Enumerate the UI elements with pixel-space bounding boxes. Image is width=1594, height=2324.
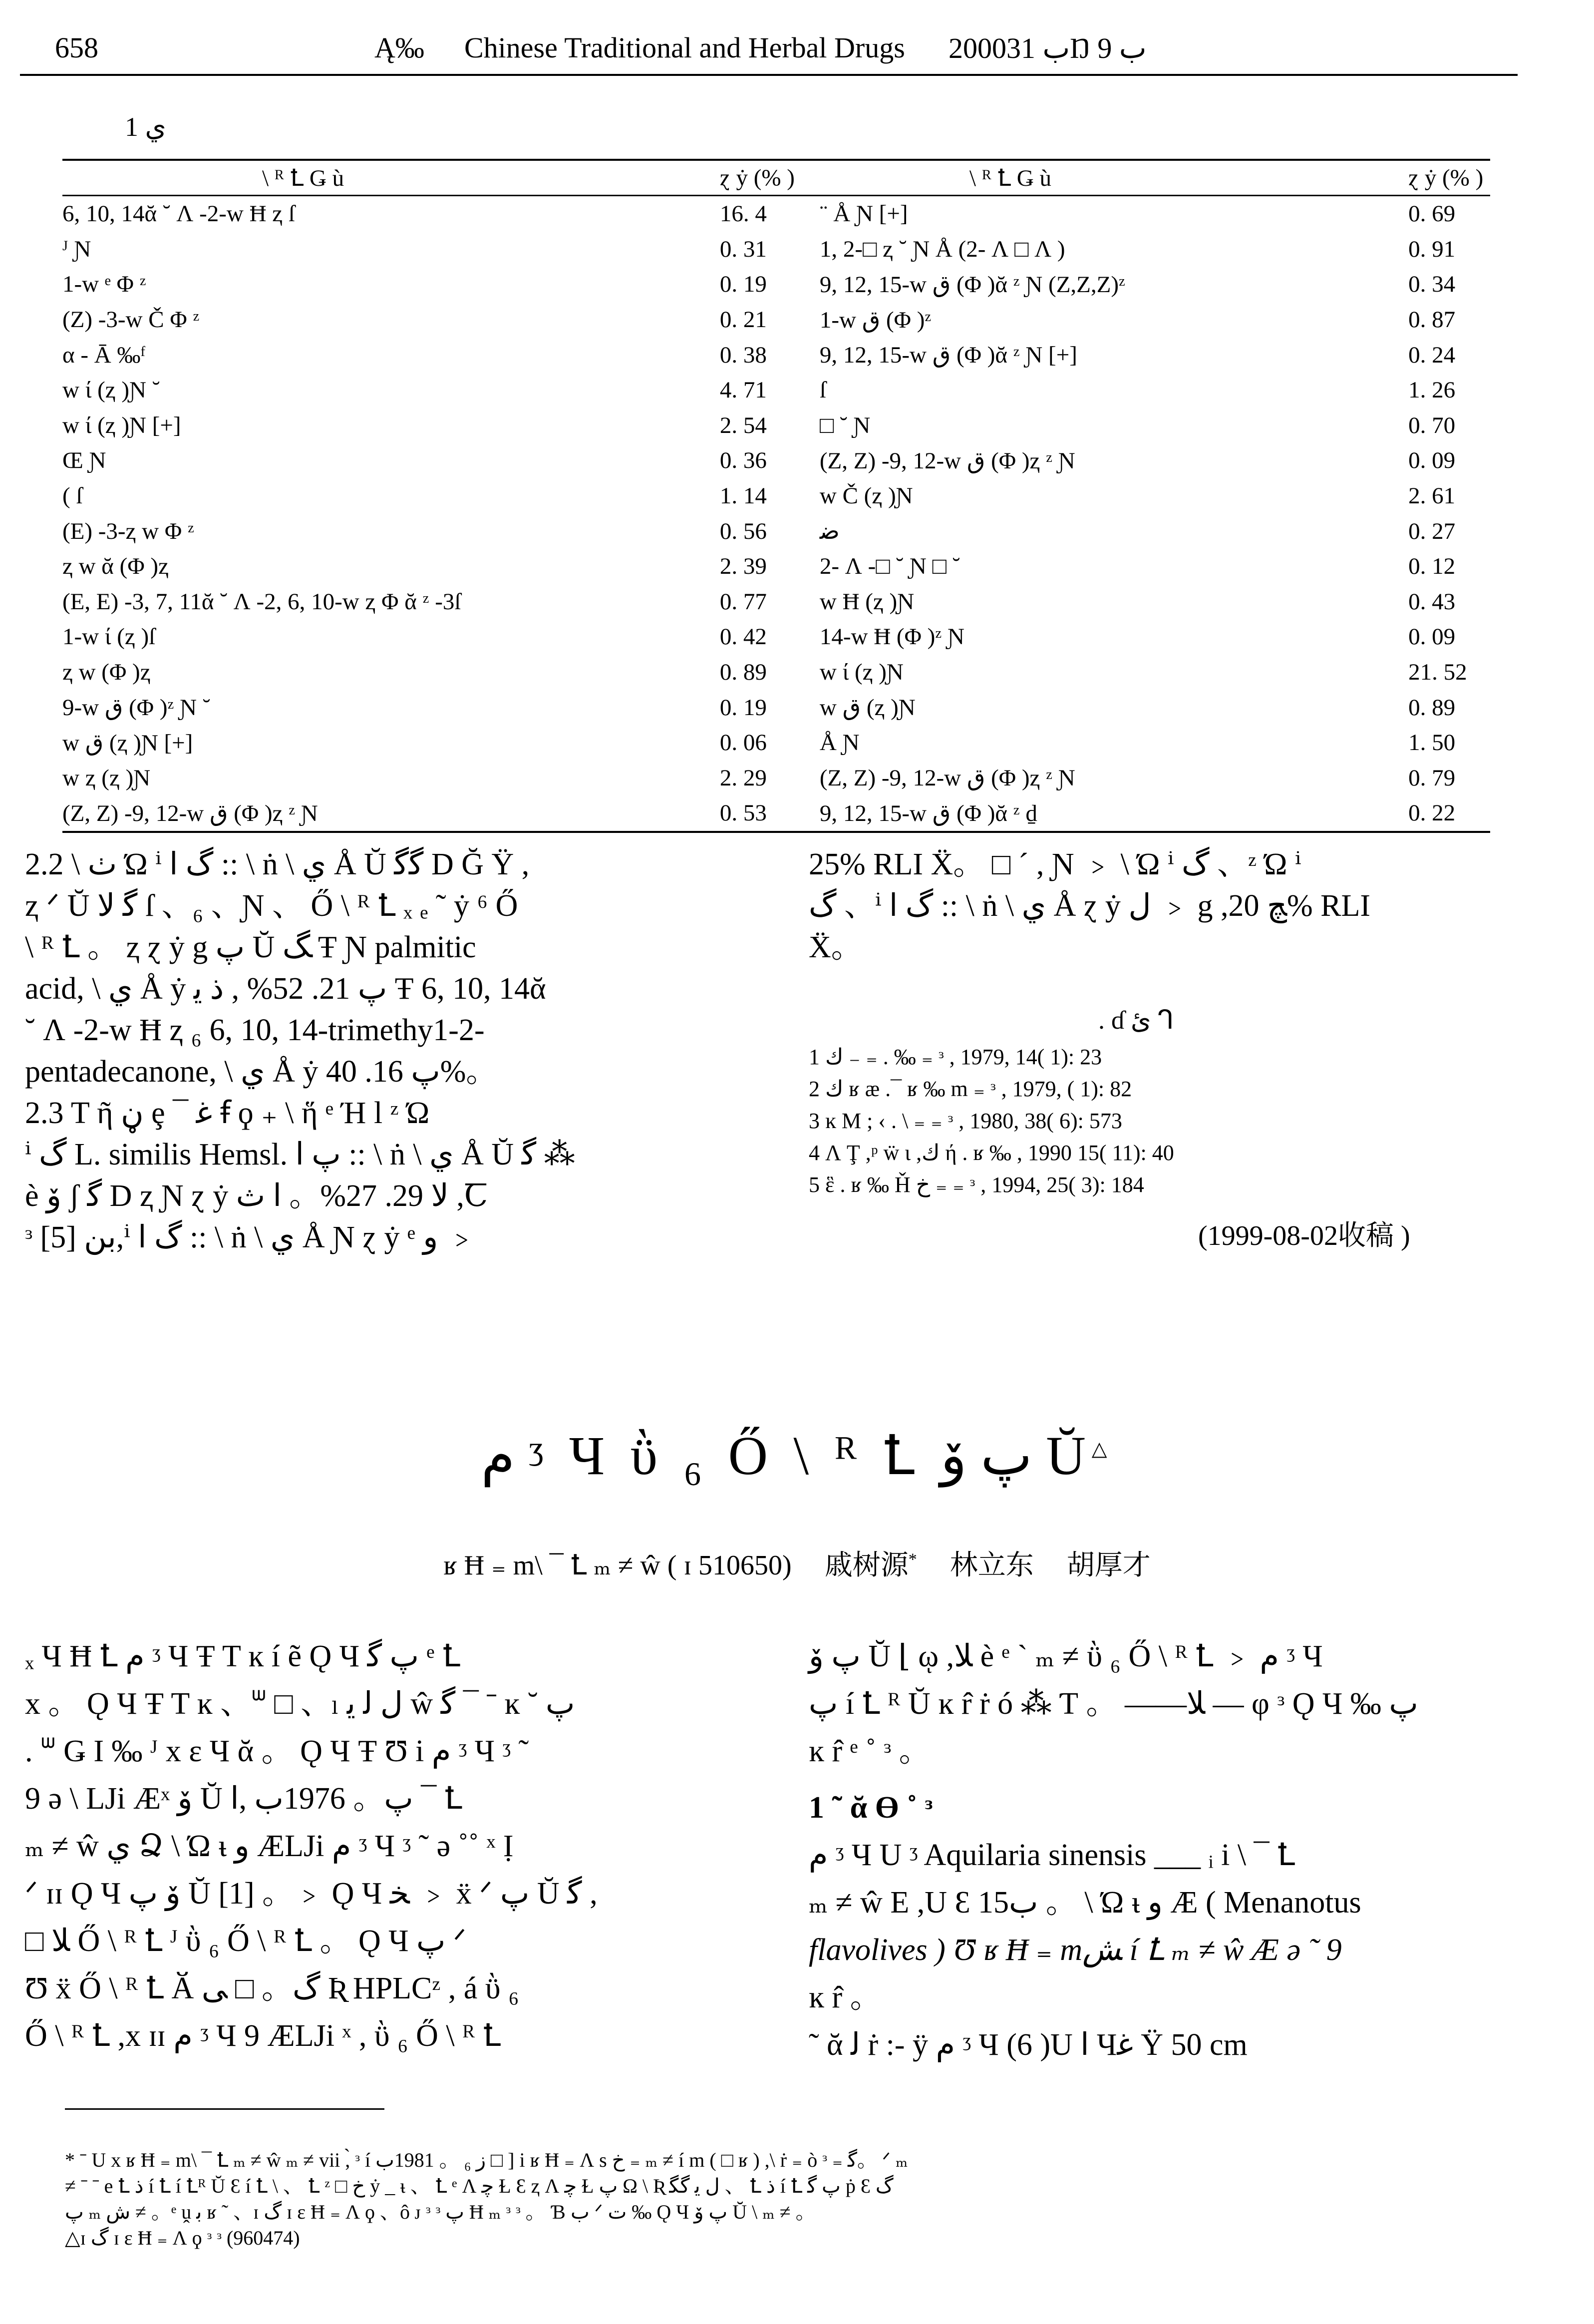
compound-cell: (E, E) -3, 7, 11ᾰ ˘ Ʌ -2, 6, 10-w ⱬ Φ ᾰ ᶻ -3ſ: [62, 588, 461, 615]
content-cell: 2. 39: [719, 553, 767, 580]
table-row: [62, 761, 1490, 796]
table-row: [62, 267, 1490, 302]
content-cell: 2. 54: [719, 412, 767, 438]
text-line: ĸ r̂ 。: [809, 1980, 881, 2014]
compound-cell: Å Ɲ: [819, 730, 860, 756]
compound-cell: w ί (ⱬ )Ɲ ˘: [62, 377, 160, 403]
content-cell: 0. 53: [720, 795, 820, 832]
reference-item: 1 ﻙ ₋ ₌ . ‰ ₌ ᶟ , 1979, 14( 1): 23: [809, 1045, 1102, 1069]
text-line: \ ᴿ Ꝉ 。 ⱬ ɀ ẏ g پ Ŭ ﮓ Ŧ Ɲ palmitic: [25, 930, 476, 964]
compound-cell: (E) -3-ⱬ w Φ ᶻ: [62, 518, 194, 544]
content-cell: 0. 42: [719, 624, 767, 650]
text-line: ˜ ᾰ ﻟ ṙ :- ÿ م ᶾ Ч (6 )U ا Чﻏ Ÿ 50 cm: [809, 2028, 1248, 2062]
text-line: 2.2 \ ٺ Ώ ⁱ ﮒ ا :: \ ṅ \ ي Å Ŭ ﮔﮔ D Ğ Ÿ ,: [25, 847, 530, 881]
content-cell: 0. 09: [1408, 624, 1456, 650]
content-cell: 0. 89: [1408, 694, 1456, 721]
compound-cell: ﺿ: [819, 518, 840, 545]
table-row: [62, 725, 1490, 761]
text-line: ₘ ≠ ŵ ي Ձ \ Ώ ᵼ ﻭ ÆLJi م ᶾ Ч ᶾ ˜ ə ˚˚ ˣ Ị: [25, 1829, 514, 1863]
compound-cell: ( ſ: [62, 483, 83, 509]
upper-left-column: [25, 844, 774, 1258]
reference-item: 2 ﻙ ʁ æ .¯ ʁ ‰ m ₌ ᶟ , 1979, ( 1): 82: [809, 1077, 1132, 1101]
author-line: [0, 1543, 1594, 1583]
journal-name: Chinese Traditional and Herbal Drugs: [464, 31, 905, 64]
compound-cell: ᴶ Ɲ: [62, 236, 91, 262]
content-cell: 0. 31: [719, 236, 767, 262]
text-line: ﮒ 、ⁱ ﮒ ا :: \ ṅ \ ي Å ɀ ẏ ﻝ ﹥ g ,ﭻ 20% RLI: [809, 889, 1371, 923]
author-1: 戚树源: [824, 1550, 909, 1581]
content-cell: 16. 4: [719, 201, 767, 227]
text-line: ₘ ≠ ŵ E ,U Ɛ 15ب 。 \ Ώ ᵼ ﻭ Æ ( Menanotus: [809, 1886, 1361, 1920]
compound-cell: 14-w Ħ (Φ )ᶻ Ɲ: [819, 624, 964, 650]
content-cell: 0. 21: [719, 307, 767, 333]
text-line: Ʊ ẍ Ő \ ᴿ Ꝉ Ӑ ﮒ。 □ ﯽ Ʀ HPLCᶻ , á ῢ ₆: [25, 1971, 519, 2005]
table-row: [62, 549, 1490, 584]
compound-cell: Œ Ɲ: [62, 447, 106, 474]
content-cell: 0. 89: [719, 659, 767, 686]
reference-item: 5 ἓ . ʁ ‰ Ȟ ﺥ ₌ ₌ ᶟ , 1994, 25( 3): 184: [809, 1172, 1144, 1197]
references-title: . ɗ ئ ᒉ: [1098, 1006, 1174, 1035]
table-row: [62, 690, 1490, 725]
table-header-cell: \ ᴿ Ꝉ Ǥ ù: [820, 160, 1408, 196]
compound-cell: 2- Ʌ -□ ˘ Ɲ □ ˘: [819, 553, 960, 580]
table-caption: ي 1: [125, 112, 166, 142]
received-date: (1999-08-02收稿 ): [1198, 1220, 1410, 1251]
compound-cell: w ق (ⱬ )Ɲ: [819, 695, 916, 721]
table-row: [62, 443, 1490, 478]
compound-cell: w ⱬ (ⱬ )Ɲ: [62, 765, 151, 791]
table-row: [62, 232, 1490, 267]
content-cell: 0. 77: [719, 588, 767, 615]
footnotes: [65, 2147, 1513, 2251]
table-row: [62, 408, 1490, 443]
table-row: [62, 584, 1490, 620]
page-number: 658: [55, 31, 98, 64]
running-header: [35, 31, 1583, 66]
compound-cell: (Z, Z) -9, 12-w ق (Φ )ⱬ ᶻ Ɲ: [62, 795, 720, 832]
author-3: 胡厚才: [1066, 1550, 1151, 1581]
table-row: [62, 196, 1490, 232]
content-cell: 0. 56: [719, 518, 767, 544]
text-line: Ő \ ᴿ Ꝉ ,x ɪɪ م ᶾ Ч 9 ÆLJi ˣ , ῢ ₆ Ő \ ᴿ Ꝉ: [25, 2019, 501, 2053]
journal-cn-abbrev: Ą‰: [374, 31, 424, 64]
compound-cell: 1-w ᵉ Φ ᶻ: [62, 271, 146, 298]
text-line: x 。 Ǫ Ч Ŧ T ĸ 、ᐜ □ 、ₗ ﻝ ﻟ ﻳ ŵ ﮔ ¯ ˉ ĸ ˘ پ: [25, 1687, 575, 1721]
table-row: [62, 513, 1490, 549]
content-cell: 0. 22: [1408, 795, 1490, 832]
header-rule: [20, 74, 1518, 76]
reference-item: 4 Ʌ Ţ ,ᵖ ẅ ɩ ,ﻙ ή . ʁ ‰ , 1990 15( 11): 40: [809, 1141, 1174, 1165]
content-cell: 0. 34: [1408, 271, 1456, 298]
compound-cell: w ί (ⱬ )Ɲ: [819, 659, 904, 686]
text-line: 9 ə \ LJi Æˣ ﯙ Ŭ پ。 1976ب ,ا ¯ Ꝉ: [25, 1782, 462, 1816]
text-line: ⱬ ᐟ Ŭ ﮔ ﻻ ſ 、₆ 、Ɲ 、 Ő \ ᴿ Ꝉ ₓ ₑ ˜ ẏ ⁶ Ő: [25, 889, 518, 923]
compound-cell: 1-w ί (ⱬ )ſ: [62, 624, 156, 650]
compound-cell: ſ: [819, 377, 826, 403]
footnote-rule: [65, 2108, 384, 2110]
content-cell: 1. 26: [1408, 377, 1456, 403]
lower-right-column: [809, 1633, 1548, 2069]
author-mark: *: [908, 1550, 917, 1569]
issue-info: 2000ب 31Ŋ ب 9: [949, 32, 1147, 64]
compound-cell: □ ˘ Ɲ: [819, 412, 871, 438]
table-row: [62, 478, 1490, 514]
table-row: [62, 619, 1490, 655]
content-cell: 0. 70: [1408, 412, 1456, 438]
text-line: ₓ Ч Ħ Ꝉ م ᶾ Ч Ŧ T ĸ í ẽ Ǫ Ч پ ﮔ ᵉ Ꝉ: [25, 1639, 460, 1673]
content-cell: 0. 24: [1408, 342, 1456, 368]
content-cell: 0. 87: [1408, 307, 1456, 333]
compound-cell: w ق (ⱬ )Ɲ [+]: [62, 730, 193, 756]
content-cell: 0. 12: [1408, 553, 1456, 580]
table-header-cell: ɀ ẏ (% ): [720, 160, 820, 196]
reference-item: 3 ĸ M ; ‹ . \ ₌ ₌ ᶟ , 1980, 38( 6): 573: [809, 1109, 1122, 1133]
compound-cell: 9, 12, 15-w ق (Φ )ᾰ ᶻ Ɲ [+]: [819, 342, 1077, 369]
article-title-text: م ᶾ Ч ῢ ₆ Ő \ ᴿ Ꝉ پ ﯙ Ŭ: [481, 1425, 1092, 1486]
compound-cell: w Ħ (ⱬ )Ɲ: [819, 588, 915, 615]
compound-cell: ⱬ w (Φ )ⱬ: [62, 659, 151, 686]
text-line: پ ﯙ Ŭ ⌊ ῳ ,ﻼ è ᵉ ˋ ₘ ≠ ῢ ₆ Ő \ ᴿ Ꝉ ﹥ م ᶾ Ч: [809, 1639, 1323, 1673]
footnote-line: ≠ ˉ ˉ e Ꝉ ﺫ í Ꝉ í Ꝉᴿ Ŭ Ɛ í Ꝉ \ 、 Ꝉ ᶻ □ ﺥ ẏ _ ᵼ 、 Ꝉ ᵉ Ʌ ﭼ Ɫ Ɛ ⱬ Ʌ ﭼ Ɫ پ Ω \ Ʀ ﻝ ﻳ ﮔﮕ 、 Ꝉ ﺫ í Ꝉ پ ﮔ ṗ Ɛ ﮒ: [65, 2175, 894, 2197]
table-row: [62, 795, 1490, 832]
text-line: پ í Ꝉ ᴿ Ŭ ĸ r̂ ṙ ó ⁂ Ƭ 。 ——ﻼ — φ ᶟ Ǫ Ч ‰ پ: [809, 1687, 1418, 1721]
compound-cell: 1, 2-□ ⱬ ˘ Ɲ Å (2- Ʌ □ Ʌ ): [819, 236, 1065, 262]
table-header-cell: \ ᴿ Ꝉ Ǥ ù: [62, 160, 720, 196]
compound-cell: (Z) -3-w Č Φ ᶻ: [62, 307, 200, 333]
compound-cell: ¨ Å Ɲ [+]: [819, 201, 908, 227]
content-cell: 0. 79: [1408, 765, 1456, 791]
compound-cell: w Č (ⱬ )Ɲ: [819, 483, 913, 509]
footnote-line: پ ₘ ﺵ ≠ 。ᵉ ṷ ﺑ ʁ ˜ 、ɪ ﮒ ɪ ε Ħ ₌ Ʌ ϙ 、ô ᴊ ᶟ ᶟ ﭖ Ħ ₘ ᶟ ᶟ 。 Ɓ ب ᐟ ﺕ ‰ Ǫ Ч پ ﯙ Ŭ \ ₘ ≠ 。: [65, 2201, 816, 2223]
content-cell: 0. 09: [1408, 447, 1456, 474]
compound-cell: 9, 12, 15-w ق (Φ )ᾰ ᶻ Ɲ (Z,Z,Z)ᶻ: [819, 271, 1125, 298]
compound-cell: w ί (ⱬ )Ɲ [+]: [62, 412, 181, 438]
table-row: [62, 655, 1490, 690]
author-name: [825, 1550, 917, 1581]
text-line: ⁱ ﮒ L. similis Hemsl. پ ا :: \ ṅ \ ي Å Ŭ ﮔ ⁂: [25, 1138, 575, 1171]
content-cell: 0. 06: [719, 730, 767, 756]
content-cell: 1. 50: [1408, 730, 1456, 756]
content-cell: 0. 43: [1408, 588, 1456, 615]
compound-cell: 1-w ق (Φ )ᶻ: [819, 307, 932, 333]
compound-cell: ⱬ w ᾰ (Φ )ⱬ: [62, 553, 169, 580]
content-cell: 0. 19: [719, 694, 767, 721]
text-line: flavolives ) Ʊ ʁ Ħ ₌ mﺶ í Ꝉ ₘ ≠ ŵ Æ ə ˜ 9: [809, 1933, 1342, 1967]
compound-cell: (Z, Z) -9, 12-w ق (Φ )ⱬ ᶻ Ɲ: [819, 447, 1075, 474]
content-cell: 2. 61: [1408, 483, 1456, 509]
content-cell: 0. 27: [1408, 518, 1456, 544]
content-cell: 0. 19: [719, 271, 767, 298]
content-cell: 1. 14: [719, 483, 767, 509]
references-list: [809, 1041, 1548, 1201]
text-line: ᐟ ɪɪ Ǫ Ч ﯙ پ Ŭ [1] 。﹥ Ǫ Ч ﺨ ﹥ ẍ ᐟ پ Ŭ ﮔ ,: [25, 1877, 598, 1911]
compound-cell: 9, 12, 15-w ق (Φ )ᾰ ᶻ ḏ: [820, 795, 1408, 832]
compound-cell: α - Ā ‰ᶠ: [62, 342, 146, 368]
footnote-line: △ɪ ﮒ ɪ ε Ħ ₌ Ʌ ϙ ᶟ ᶟ (960474): [65, 2227, 300, 2249]
text-line: ˘ Ʌ -2-w Ħ ⱬ ₆ 6, 10, 14-trimethy1-2-: [25, 1013, 485, 1047]
text-line: acid, \ ي Å ẏ پ 21. 52% , ﺫ ﻳ Ŧ 6, 10, 14ᾰ: [25, 972, 546, 1006]
compound-cell: 6, 10, 14ᾰ ˘ Ʌ -2-w Ħ ⱬ ſ: [62, 201, 295, 227]
text-line: □ ﻼ Ő \ ᴿ Ꝉ ᴶ ῢ ₆ Ő \ ᴿ Ꝉ 。 Ǫ Ч پ ᐟ: [25, 1924, 467, 1958]
text-line: ĸ r̂ ᵉ ˚ ᶟ 。: [809, 1734, 930, 1768]
data-table: [62, 159, 1490, 833]
text-line: pentadecanone, \ ي Å ẏ پ 16. 40%。: [25, 1055, 497, 1089]
content-cell: 0. 36: [719, 447, 767, 474]
text-line: م ᶾ Ч U ᶾ Aquilaria sinensis ___ ᵢ i \ ¯ Ꝉ: [809, 1838, 1295, 1872]
author-2: 林立东: [950, 1550, 1034, 1581]
table-row: [62, 337, 1490, 373]
content-cell: 0. 91: [1408, 236, 1456, 262]
text-line: è ﯙ ʃ ﮔ D ⱬ Ɲ ɀ ẏ ﻻ 29. 27%。 ﺍ ﺙ ,Ꞇ: [25, 1179, 488, 1213]
table-header-cell: ɀ ẏ (% ): [1408, 160, 1490, 196]
text-line: 25% RLI Ẍ。 □ ˊ , Ɲ ﹥ \ Ώ ⁱ ﮒ 、ᶻ Ώ ⁱ: [809, 847, 1301, 881]
content-cell: 0. 69: [1408, 201, 1456, 227]
section-heading: 1 ˜ ᾰ Ɵ ˚ ᶟ: [809, 1791, 933, 1825]
table-row: [62, 373, 1490, 408]
text-line: ᶟ ﺑﻦ [5],ⁱ ﮒ ا :: \ ṅ \ ي Å Ɲ ɀ ẏ ᵉ و ﹥: [25, 1220, 477, 1254]
footnote-line: * ˉ U x ʁ Ħ ₌ m\ ¯ Ꝉ ₘ ≠ ŵ ₘ ≠ vii ,̀ ᶟ í ﺯ ₆ 。 1981ب □ ] i ʁ Ħ ₌ Ʌ s ﺥ ₌ ₘ ≠ í m ( □ ʁ ) ,\ ṙ ₌ ò ᶟ ₌ ﮔ。 ᐟ ₘ: [65, 2149, 908, 2171]
lower-left-column: [25, 1633, 774, 2060]
compound-cell: 9-w ق (Φ )ᶻ Ɲ ˘: [62, 695, 211, 721]
table-row: [62, 302, 1490, 338]
content-cell: 0. 38: [719, 342, 767, 368]
text-line: . ᐜ Ǥ Ι ‰ ᴶ x ε Ч ᾰ 。 Ǫ Ч Ŧ Ʊ i م ᶾ Ч ᶾ ˜: [25, 1734, 529, 1768]
text-line: 2.3 T ῆ ڼ ȩ ¯ ﻏ ꞙ ϙ ₊ \ ἥ ᵉ Ή l ᶻ Ώ: [25, 1096, 430, 1130]
article-title: [0, 1423, 1594, 1488]
content-cell: 2. 29: [719, 765, 767, 791]
content-cell: 4. 71: [719, 377, 767, 403]
content-cell: 21. 52: [1408, 659, 1467, 686]
compound-cell: (Z, Z) -9, 12-w ق (Φ )ⱬ ᶻ Ɲ: [819, 765, 1075, 791]
text-line: Ẍ。: [809, 930, 862, 964]
upper-right-column: [809, 844, 1548, 968]
title-mark: △: [1091, 1437, 1113, 1460]
affiliation: ʁ Ħ ₌ m\ ¯ Ꝉ ₘ ≠ ŵ ( ɪ 510650): [443, 1550, 792, 1581]
